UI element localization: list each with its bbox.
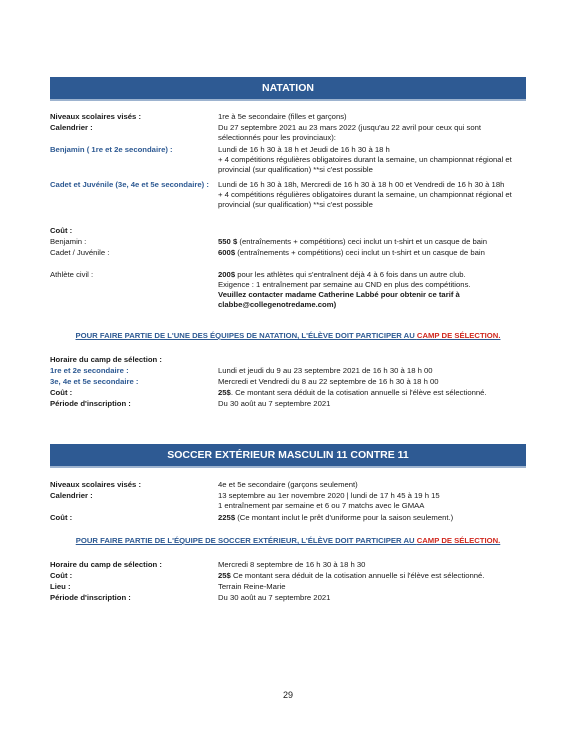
soccer-camp-cout-amount: 25$ — [218, 571, 231, 580]
natation-cadet-value — [218, 180, 518, 210]
cadet-cout-amount: 600$ — [218, 248, 236, 257]
natation-notice-main: POUR FAIRE PARTIE DE L'UNE DES ÉQUIPES DE NATATION, L'ÉLÈVE DOIT PARTICIPER AU — [75, 331, 417, 340]
soccer-camp-value: Mercredi 8 septembre de 16 h 30 à 18 h 30 — [218, 560, 366, 569]
natation-camp-cout-desc: . Ce montant sera déduit de la cotisation annuelle si l'élève est sélectionné. — [230, 388, 487, 397]
soccer-camp-cout-value — [218, 571, 518, 581]
athlete-label: Athlète civil : — [50, 270, 94, 279]
natation-calendrier-label: Calendrier : — [50, 123, 93, 132]
athlete-amount: 200$ — [218, 270, 236, 279]
natation-niveaux-value: 1re à 5e secondaire (filles et garçons) — [218, 112, 347, 121]
natation-notice — [50, 331, 526, 340]
athlete-contact: Veuillez contacter madame Catherine Labbé pour obtenir ce tarif à clabbe@collegenotredame.com) — [218, 290, 460, 309]
soccer-camp-cout-label: Coût : — [50, 571, 73, 580]
camp-row2-label: 3e, 4e et 5e secondaire : — [50, 377, 139, 386]
natation-cadet-label: Cadet et Juvénile (3e, 4e et 5e secondaire) : — [50, 180, 209, 189]
athlete-exigence: Exigence : 1 entraînement par semaine au CND en plus des compétitions. — [218, 280, 471, 289]
soccer-title: SOCCER EXTÉRIEUR MASCULIN 11 CONTRE 11 — [167, 449, 409, 461]
camp-row1-value: Lundi et jeudi du 9 au 23 septembre 2021 de 16 h 30 à 18 h 00 — [218, 366, 433, 375]
athlete-value — [218, 270, 518, 310]
natation-calendrier-value: Du 27 septembre 2021 au 23 mars 2022 (jusqu'au 22 avril pour ceux qui sont sélectionnés pour les provinciaux): — [218, 123, 482, 142]
natation-camp-cout-amount: 25$ — [218, 388, 231, 397]
cadet-cout-value — [218, 248, 518, 258]
soccer-calendrier-label: Calendrier : — [50, 491, 93, 500]
benjamin-competitions: + 4 compétitions régulières obligatoires durant la semaine, un championnat régional et provincial (sur qualification) **si c'est possible — [218, 155, 512, 174]
benjamin-cout-desc: (entraînements + compétitions) ceci inclut un t-shirt et un casque de bain — [237, 237, 488, 246]
natation-inscription-value: Du 30 août au 7 septembre 2021 — [218, 399, 331, 408]
soccer-inscription-label: Période d'inscription : — [50, 593, 131, 602]
soccer-cout-label: Coût : — [50, 513, 73, 522]
soccer-notice-red: CAMP DE SÉLECTION. — [416, 536, 501, 545]
benjamin-cout-amount: 550 $ — [218, 237, 238, 246]
natation-title: NATATION — [262, 82, 314, 94]
soccer-camp-label: Horaire du camp de sélection : — [50, 560, 162, 569]
soccer-camp-cout-desc: Ce montant sera déduit de la cotisation annuelle si l'élève est sélectionné. — [230, 571, 485, 580]
soccer-lieu-value: Terrain Reine-Marie — [218, 582, 286, 591]
natation-camp-label: Horaire du camp de sélection : — [50, 355, 162, 364]
soccer-notice — [50, 536, 526, 545]
natation-camp-cout-label: Coût : — [50, 388, 73, 397]
soccer-cout-value — [218, 513, 518, 523]
soccer-cout-desc: (Ce montant inclut le prêt d'uniforme pour la saison seulement.) — [235, 513, 454, 522]
page-number: 29 — [282, 690, 293, 700]
soccer-lieu-label: Lieu : — [50, 582, 71, 591]
soccer-calendrier-dates: 13 septembre au 1er novembre 2020 | lundi de 17 h 45 à 19 h 15 — [218, 491, 440, 500]
natation-banner — [50, 77, 526, 101]
camp-row1-label: 1re et 2e secondaire : — [50, 366, 129, 375]
cadet-cout-label: Cadet / Juvénile : — [50, 248, 110, 257]
athlete-desc: pour les athlètes qui s'entraînent déjà 4 à 6 fois dans un autre club. — [235, 270, 466, 279]
benjamin-schedule: Lundi de 16 h 30 à 18 h et Jeudi de 16 h 30 à 18 h — [218, 145, 390, 154]
cadet-cout-desc: (entraînements + compétitions) ceci inclut un t-shirt et un casque de bain — [235, 248, 485, 257]
natation-benjamin-label: Benjamin ( 1re et 2e secondaire) : — [50, 145, 173, 154]
soccer-calendrier-value — [218, 491, 518, 511]
soccer-cout-amount: 225$ — [218, 513, 236, 522]
soccer-calendrier-matchs: 1 entraînement par semaine et 6 ou 7 matchs avec le GMAA — [218, 501, 425, 510]
natation-benjamin-value — [218, 145, 518, 175]
natation-inscription-label: Période d'inscription : — [50, 399, 131, 408]
benjamin-cout-value — [218, 237, 518, 247]
natation-notice-red: CAMP DE SÉLECTION. — [416, 331, 501, 340]
natation-cout-label: Coût : — [50, 226, 73, 235]
natation-niveaux-label: Niveaux scolaires visés : — [50, 112, 142, 121]
soccer-banner — [50, 444, 526, 468]
cadet-competitions: + 4 compétitions régulières obligatoires durant la semaine, un championnat régional et provincial (sur qualification) **si c'est possible — [218, 190, 512, 209]
benjamin-cout-label: Benjamin : — [50, 237, 87, 246]
soccer-niveaux-value: 4e et 5e secondaire (garçons seulement) — [218, 480, 358, 489]
soccer-notice-main: POUR FAIRE PARTIE DE L'ÉQUIPE DE SOCCER EXTÉRIEUR, L'ÉLÈVE DOIT PARTICIPER AU — [75, 536, 417, 545]
camp-row2-value: Mercredi et Vendredi du 8 au 22 septembre de 16 h 30 à 18 h 00 — [218, 377, 439, 386]
natation-camp-cout-value — [218, 388, 518, 398]
cadet-schedule: Lundi de 16 h 30 à 18h, Mercredi de 16 h 30 à 18 h 00 et Vendredi de 16 h 30 à 18h — [218, 180, 505, 189]
soccer-inscription-value: Du 30 août au 7 septembre 2021 — [218, 593, 331, 602]
soccer-niveaux-label: Niveaux scolaires visés : — [50, 480, 142, 489]
